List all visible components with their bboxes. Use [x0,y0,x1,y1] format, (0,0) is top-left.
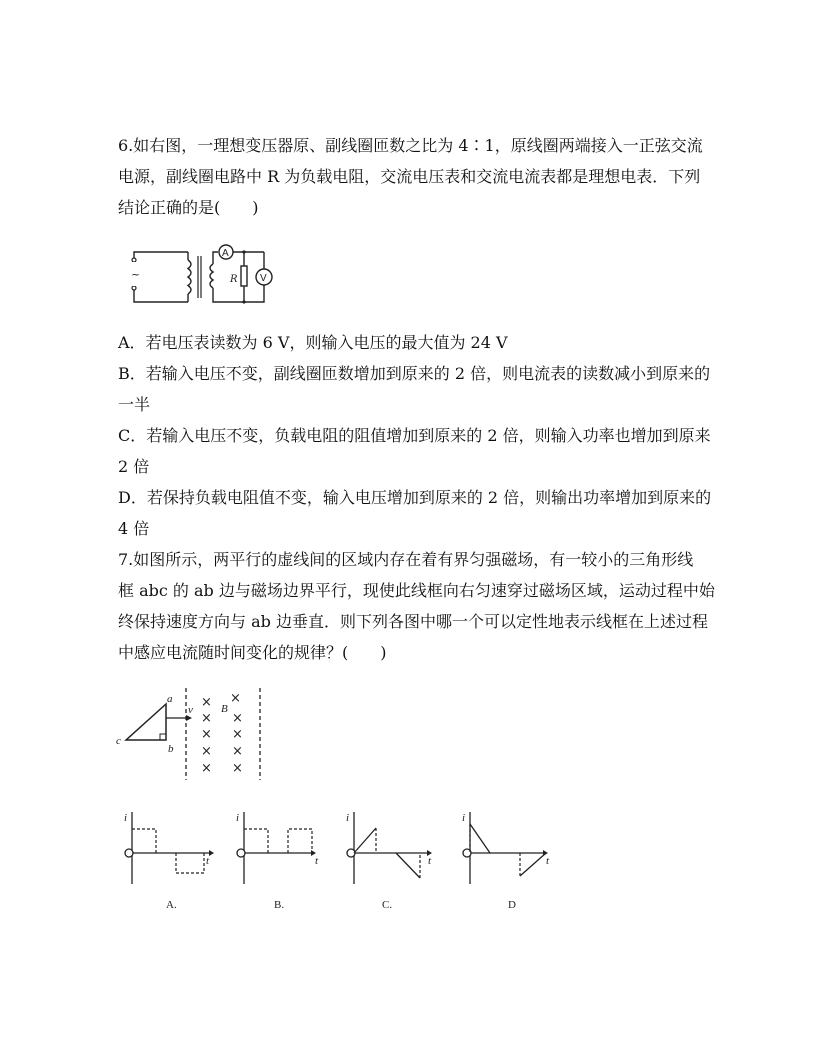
field-cross-mark: × [232,711,243,726]
q6-option-d: D．若保持负载电阻值不变，输入电压增加到原来的 2 倍，则输出功率增加到原来的 [118,488,712,507]
q6-stem-line-1: 6.如右图，一理想变压器原、副线圈匝数之比为 4∶1，原线圈两端接入一正弦交流 [118,136,703,155]
graph-b-i-label: i [236,812,240,824]
resistor [241,266,247,286]
graph-a [124,812,214,911]
ac-source-symbol: ~ [131,268,141,281]
graph-c-label: C. [382,899,393,911]
q6-stem-line-3: 结论正确的是( ) [118,198,259,217]
q6-stem-line-2: 电源，副线圈电路中 R 为负载电阻，交流电压表和交流电流表都是理想电表．下列 [118,167,701,186]
q7-stem-line-3: 终保持速度方向与 ab 边垂直．则下列各图中哪一个可以定性地表示线框在上述过程 [118,612,708,631]
graph-a-label: A. [166,899,177,911]
vertex-b-label: b [168,743,174,755]
graph-c-t-label: t [428,855,432,867]
q7-stem-line-4: 中感应电流随时间变化的规律？( ) [118,643,387,662]
source-terminal-top [132,258,136,262]
vertex-a-label: a [167,693,173,705]
graph-d-label: D [508,899,516,911]
q6-option-c-cont: 2 倍 [118,457,150,476]
secondary-coil [210,264,213,288]
q6-option-c: C．若输入电压不变，负载电阻的阻值增加到原来的 2 倍，则输入功率也增加到原来 [118,426,711,445]
field-cross-mark: × [201,695,212,710]
graph-b [236,812,319,911]
q7-stem-line-1: 7.如图所示，两平行的虚线间的区域内存在着有界匀强磁场，有一较小的三角形线 [118,550,694,569]
q7-stem-line-2: 框 abc 的 ab 边与磁场边界平行，现使此线框向右匀速穿过磁场区域，运动过程中始 [118,581,715,600]
q6-option-d-cont: 4 倍 [118,519,150,538]
resistor-label: R [230,274,238,285]
field-cross-mark: × [201,744,212,759]
graph-c [346,812,432,911]
q6-transformer-circuit [120,240,280,310]
q6-option-b: B．若输入电压不变，副线圈匝数增加到原来的 2 倍，则电流表的读数减小到原来的 [118,364,711,383]
field-cross-mark: × [201,711,212,726]
graph-b-t-label: t [315,855,319,867]
graph-b-label: B. [274,899,285,911]
graph-c-i-label: i [346,812,350,824]
graph-d [462,812,550,911]
q6-option-a: A．若电压表读数为 6 V，则输入电压的最大值为 24 V [118,333,508,352]
field-cross-mark: × [232,744,243,759]
velocity-label: v [188,704,193,716]
graph-d-i-label: i [462,812,466,824]
q7-answer-graphs [110,808,570,918]
q6-option-b-cont: 一半 [118,395,151,414]
field-cross-mark: × [201,727,212,742]
field-label: B [221,703,228,715]
graph-a-i-label: i [124,812,128,824]
voltmeter-label: V [260,273,267,284]
vertex-c-label: c [116,735,121,747]
source-terminal-bottom [132,286,136,290]
primary-coil [188,260,191,294]
field-cross-mark: × [232,727,243,742]
ammeter-label: A [222,248,229,259]
field-cross-mark: × [232,761,243,776]
field-cross-mark: × [201,761,212,776]
graph-d-t-label: t [546,855,550,867]
graph-a-t-label: t [206,855,210,867]
q7-field-figure [114,686,274,782]
field-cross-mark: × [230,691,241,706]
